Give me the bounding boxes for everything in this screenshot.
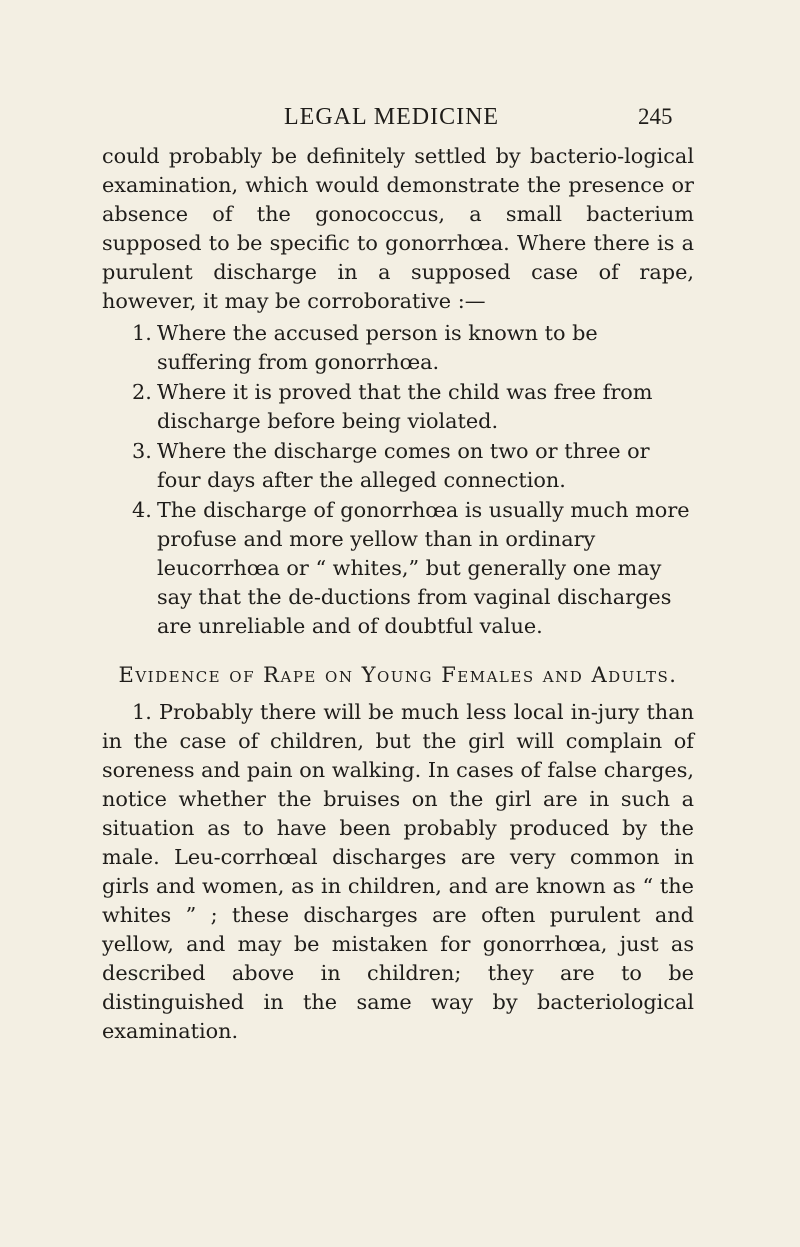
list-item-number: 4. xyxy=(132,498,152,522)
section-paragraph: 1. Probably there will be much less local in-jury than in the case of children, but the girl will complain of soreness and pain on walking. In cases of false charges, notice whether the bruises on the girl are in such a situation as to have been probably produced by the male. Leu-corrhœal discharges are very common in girls and women, as in children, and are known as “ the whites ” ; these discharges are often purulent and yellow, and may be mistaken for gonorrhœa, just as described above in children; they are to be distinguished in the same way by bacteriological examination. xyxy=(102,700,694,1043)
list-item xyxy=(102,378,694,436)
page-header xyxy=(0,100,800,140)
running-title: LEGAL MEDICINE xyxy=(284,104,500,130)
intro-paragraph: could probably be definitely settled by bacterio-logical examination, which would demonstrate the presence or absence of the gonococcus, a small bacterium supposed to be specific to gonorrhœa. Where there is a purulent discharge in a supposed case of rape, however, it may be corroborative :— xyxy=(102,144,694,313)
list-item xyxy=(102,496,694,641)
list-item-text: Where it is proved that the child was free from discharge before being violated. xyxy=(157,380,653,433)
list-item-number: 2. xyxy=(132,380,152,404)
list-item-number: 1. xyxy=(132,321,152,345)
list-item-text: The discharge of gonorrhœa is usually much more profuse and more yellow than in ordinary leucorrhœa or “ whites,” but generally one may say that the de-ductions from vaginal discharges are unreliable and of doubtful value. xyxy=(157,498,690,638)
list-item-text: Where the accused person is known to be suffering from gonorrhœa. xyxy=(157,321,598,374)
corroboration-list xyxy=(102,319,694,641)
body-text xyxy=(102,142,694,1046)
page-number: 245 xyxy=(638,104,673,129)
list-item-text: Where the discharge comes on two or three or four days after the alleged connection. xyxy=(157,439,650,492)
list-item-number: 3. xyxy=(132,439,152,463)
list-item xyxy=(102,319,694,377)
list-item xyxy=(102,437,694,495)
section-heading: Evidence of Rape on Young Females and Adults. xyxy=(118,663,678,687)
